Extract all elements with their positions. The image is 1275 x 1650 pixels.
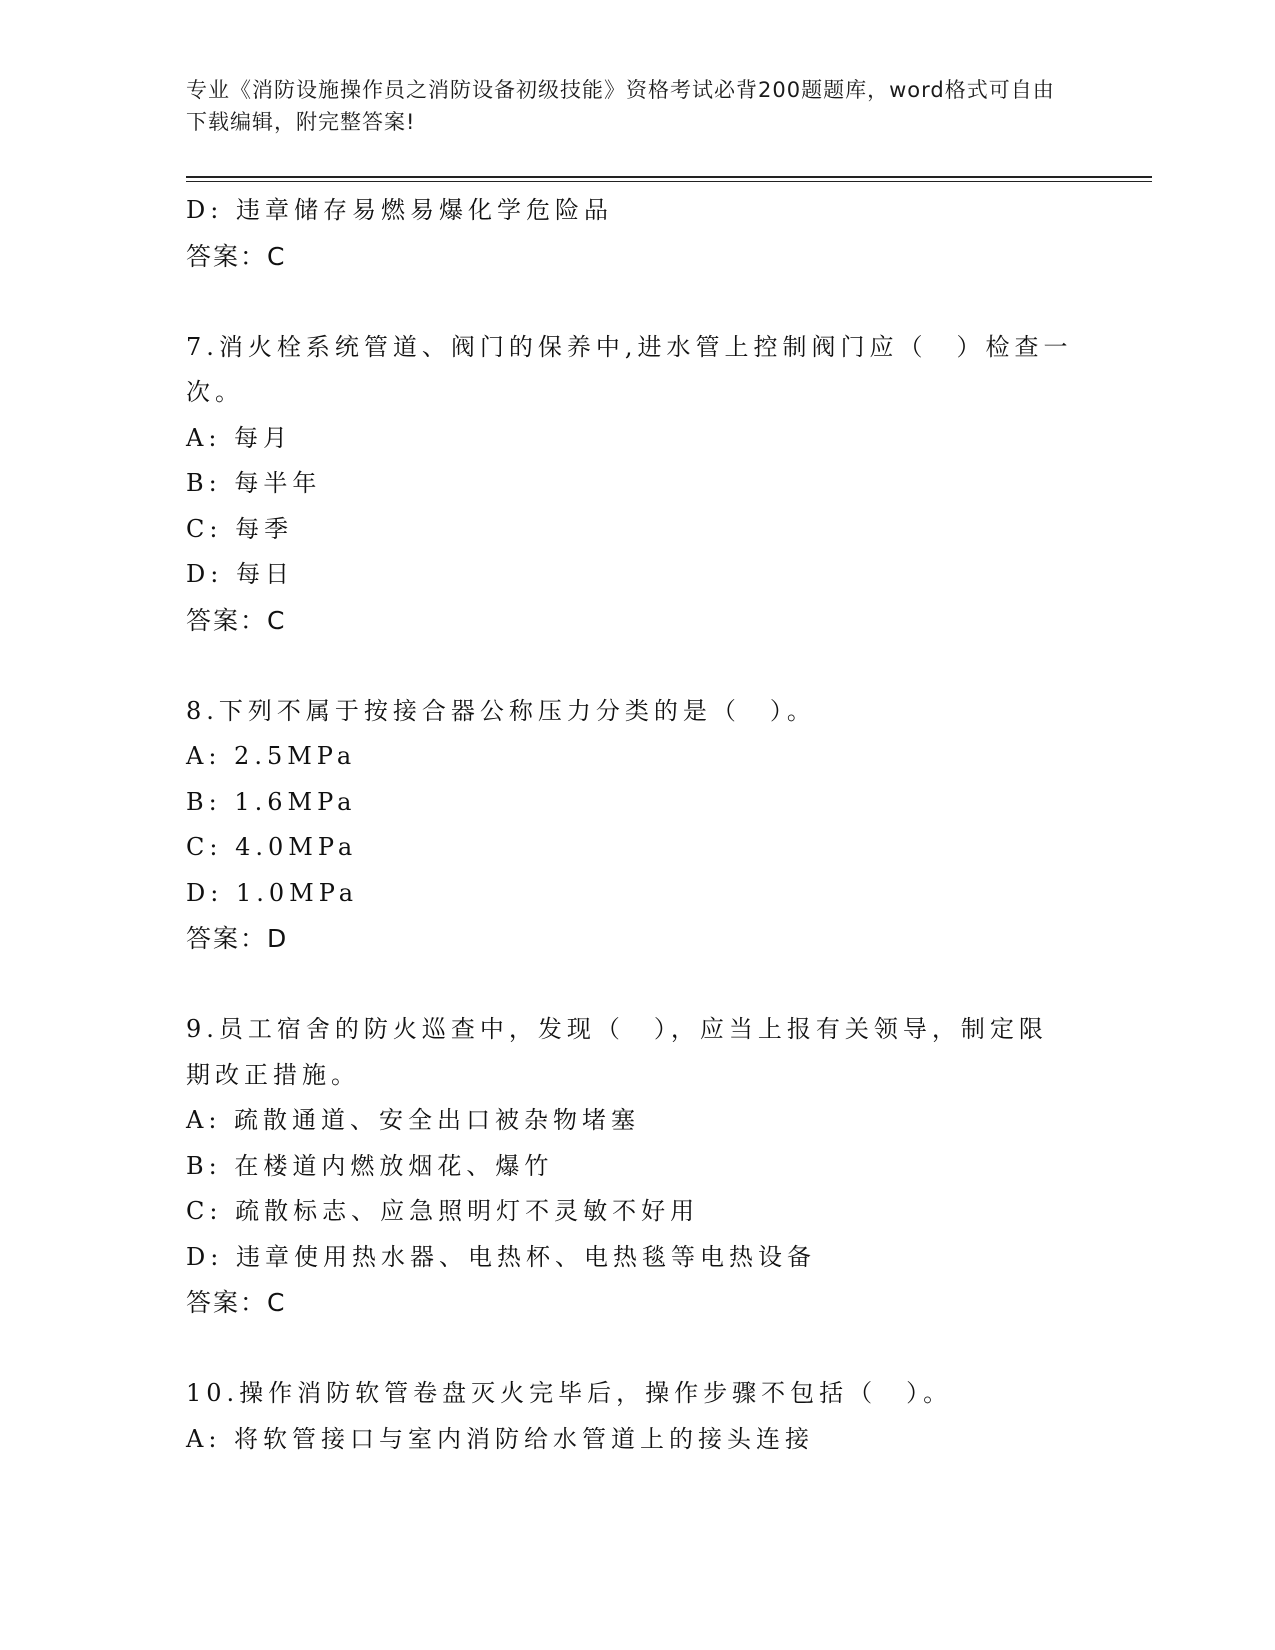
question-9-option-b: B: 在楼道内燃放烟花、爆竹 [186,1151,554,1180]
question-10-option-a: A: 将软管接口与室内消防给水管道上的接头连接 [186,1424,815,1453]
option-d: D: 违章储存易燃易爆化学危险品 [186,196,613,224]
question-8-text: 8.下列不属于按接合器公称压力分类的是（ ）。 [186,696,816,725]
question-8-option-b: B: 1.6MPa [186,787,357,816]
answer-line: 答案：C [186,241,287,271]
question-text: 7.消火栓系统管道、阀门的保养中,进水管上控制阀门应（ ）检查一次。 [186,332,1073,406]
question-text: 9.员工宿舍的防火巡查中，发现（ ），应当上报有关领导，制定限期改正措施。 [186,1015,1048,1089]
question-7-option-d: D: 每日 [186,560,294,588]
question-7-answer: 答案：C [186,605,287,635]
header-divider-thin [186,181,1152,182]
question-10-text: 10.操作消防软管卷盘灭火完毕后，操作步骤不包括（ ）。 [186,1379,953,1407]
document-body [186,188,1086,1462]
question-7-option-b: B: 每半年 [186,469,322,497]
question-9-text [186,1007,1086,1098]
header-divider [186,176,1152,178]
question-9-option-a: A: 疏散通道、安全出口被杂物堵塞 [186,1106,641,1134]
question-9-option-c: C: 疏散标志、应急照明灯不灵敏不好用 [186,1197,700,1225]
question-8-option-d: D: 1.0MPa [186,878,359,907]
question-8-answer: 答案：D [186,924,289,953]
question-8-option-c: C: 4.0MPa [186,833,358,861]
document-header: 专业《消防设施操作员之消防设备初级技能》资格考试必背200题题库，word格式可自由下载编辑，附完整答案! [186,78,1055,134]
question-7-option-a: A: 每月 [186,423,293,452]
question-7-option-c: C: 每季 [186,514,294,543]
question-8-option-a: A: 2.5MPa [186,742,357,770]
question-7-text [186,325,1086,416]
question-9-answer: 答案：C [186,1288,287,1317]
question-9-option-d: D: 违章使用热水器、电热杯、电热毯等电热设备 [186,1242,816,1271]
